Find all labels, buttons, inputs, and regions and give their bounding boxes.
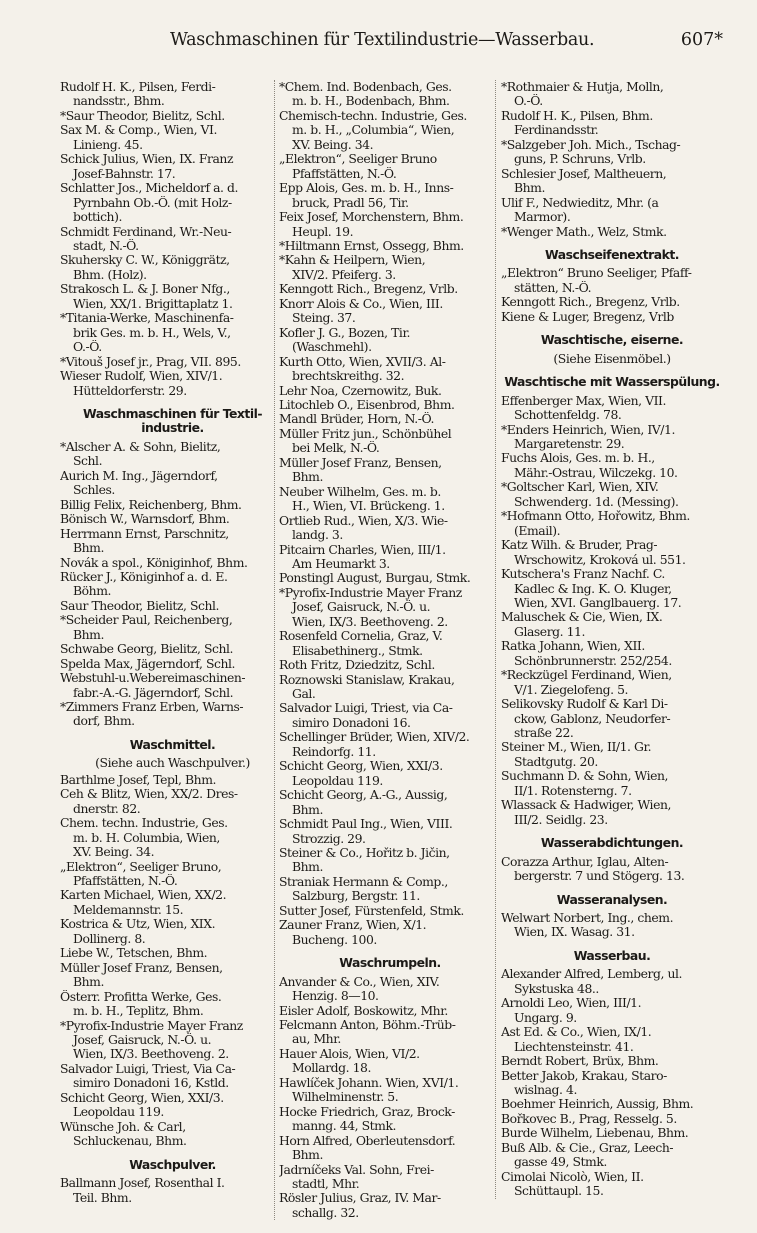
directory-entry: Ulif F., Nedwieditz, Mhr. (a [501,195,659,210]
entry-continuation-line: Schl. [73,454,103,469]
directory-entry: *Chem. Ind. Bodenbach, Ges. [279,80,452,94]
directory-entry: Wlassack & Hadwiger, Wien, [501,798,671,813]
directory-entry: Rösler Julius, Graz, IV. Mar- [279,1191,441,1206]
directory-entry: Schicht Georg, A.-G., Aussig, [279,788,448,803]
entry-continuation-line: Josef, Gaisruck, N.-Ö. u. [292,600,431,615]
directory-entry: Kenngott Rich., Bregenz, Vrlb. [501,295,680,310]
directory-entry: Schmidt Paul Ing., Wien, VIII. [279,817,453,832]
directory-entry: Horn Alfred, Oberleutensdorf. [279,1133,456,1148]
entry-continuation-line: Wien, IX. Wasag. 31. [514,925,635,940]
page-header [60,30,727,54]
section-heading: Wasseranalysen. [556,891,668,907]
directory-entry: Schwabe Georg, Bielitz, Schl. [60,642,233,657]
directory-entry: Effenberger Max, Wien, VII. [501,393,666,408]
directory-entry: Jadrníčeks Val. Sohn, Frei- [279,1162,434,1177]
directory-entry: Müller Josef Franz, Bensen, [60,960,223,975]
directory-entry: Strakosch L. & J. Boner Nfg., [60,282,230,297]
directory-entry: Berndt Robert, Brüx, Bhm. [501,1054,659,1069]
directory-entry: Steiner M., Wien, II/1. Gr. [501,740,652,755]
entry-list [279,975,501,1221]
entry-continuation-line: XIV/2. Pfeiferg. 3. [292,267,396,282]
entry-continuation-line: dnerstr. 82. [73,801,141,816]
directory-entry: Feix Josef, Morchenstern, Bhm. [279,210,464,225]
directory-entry: Barthlme Josef, Tepl, Bhm. [60,772,216,787]
directory-entry: Corazza Arthur, Iglau, Alten- [501,854,669,869]
entry-continuation-line: Liechtensteinstr. 41. [514,1039,634,1054]
entry-continuation-line: Wilhelminenstr. 5. [292,1090,399,1105]
directory-entry: Ortlieb Rud., Wien, X/3. Wie- [279,513,448,528]
entry-continuation-line: Marmor). [514,210,571,225]
entry-continuation-line: Bhm. [292,802,323,817]
directory-entry: Steiner & Co., Hořitz b. Jičin, [279,846,450,861]
entry-continuation-line: III/2. Seidlg. 23. [514,812,608,827]
entry-continuation-line: nandsstr., Bhm. [73,94,165,109]
entry-continuation-line: brik Ges. m. b. H., Wels, V., [73,325,231,340]
directory-entry: Welwart Norbert, Ing., chem. [501,911,674,926]
entry-continuation-line: Schüttaupl. 15. [514,1184,604,1199]
directory-entry: Kofler J. G., Bozen, Tir. [279,325,411,340]
directory-entry: Alexander Alfred, Lemberg, ul. [501,967,682,982]
directory-entry: Schellinger Brüder, Wien, XIV/2. [279,730,470,745]
directory-entry: Eisler Adolf, Boskowitz, Mhr. [279,1003,448,1018]
entry-continuation-line: straße 22. [514,726,574,741]
entry-continuation-line: II/1. Rotensterng. 7. [514,783,632,798]
directory-entry: Buß Alb. & Cie., Graz, Leech- [501,1140,674,1155]
directory-entry: *Enders Heinrich, Wien, IV/1. [501,422,675,437]
entry-continuation-line: Bhm. (Holz). [73,267,147,282]
entry-continuation-line: fabr.-A.-G. Jägerndorf, Schl. [73,685,234,700]
entry-continuation-line: Wien, XVI. Ganglbauerg. 17. [514,595,682,610]
section-heading: Waschtische mit Wasserspülung. [504,374,720,390]
directory-entry: Hocke Friedrich, Graz, Brock- [279,1104,455,1119]
directory-entry: Rosenfeld Cornelia, Graz, V. [279,629,443,644]
directory-entry: *Scheider Paul, Reichenberg, [60,613,233,628]
directory-entry: Fuchs Alois, Ges. m. b. H., [501,451,655,466]
entry-continuation-line: Wien, IX/3. Beethoveng. 2. [73,1047,229,1062]
entry-list [60,773,285,1149]
directory-entry: Anvander & Co., Wien, XIV. [279,974,440,989]
directory-entry: Schlesier Josef, Maltheuern, [501,166,667,181]
entry-continuation-line: simiro Donadoni 16. [292,715,411,730]
entry-continuation-line: Strozzig. 29. [292,831,366,846]
directory-entry: Schick Julius, Wien, IX. Franz [60,152,234,167]
directory-entry: „Elektron“, Seeliger Bruno [279,152,437,167]
entry-continuation-line: O.-Ö. [514,94,543,109]
entry-continuation-line: wislnag. 4. [514,1083,577,1097]
entry-continuation-line: stätten, N.-Ö. [514,280,592,295]
entry-continuation-line: Bhm. [292,470,323,485]
entry-continuation-line: Teil. Bhm. [73,1190,132,1205]
entry-continuation-line: Josef, Gaisruck, N.-Ö. u. [73,1033,212,1047]
directory-entry: Burde Wilhelm, Liebenau, Bhm. [501,1126,689,1141]
directory-entry: *Salzgeber Joh. Mich., Tschag- [501,137,681,152]
entry-continuation-line: Wien, IX/3. Beethoveng. 2. [292,614,448,629]
column-left [60,80,285,1205]
directory-entry: *Hiltmann Ernst, Ossegg, Bhm. [279,238,464,253]
directory-entry: Sutter Josef, Fürstenfeld, Stmk. [279,903,464,918]
directory-entry: Roznowski Stanislaw, Krakau, [279,672,455,687]
directory-entry: Neuber Wilhelm, Ges. m. b. [279,484,441,499]
entry-continuation-line: Bhm. [514,181,545,196]
entry-continuation-line: Margaretenstr. 29. [514,436,625,451]
directory-entry: Müller Josef Franz, Bensen, [279,455,442,470]
entry-continuation-line: H., Wien, VI. Brückeng. 1. [292,499,445,514]
entry-list [60,80,285,398]
directory-entry: Boehmer Heinrich, Aussig, Bhm. [501,1097,694,1112]
directory-entry: Better Jakob, Krakau, Staro- [501,1068,667,1083]
directory-entry: *Wenger Math., Welz, Stmk. [501,224,667,239]
directory-entry: Selikovsky Rudolf & Karl Di- [501,697,668,712]
entry-continuation-line: Mähr.-Ostrau, Wilczekg. 10. [514,465,678,480]
directory-entry: Kiene & Luger, Bregenz, Vrlb [501,309,674,324]
entry-continuation-line: manng. 44, Stmk. [292,1119,397,1134]
directory-entry: Hauer Alois, Wien, VI/2. [279,1046,420,1061]
entry-continuation-line: landg. 3. [292,528,343,543]
entry-continuation-line: Bhm. [73,541,104,556]
entry-continuation-line: Henzig. 8—10. [292,989,379,1004]
entry-continuation-line: Ferdinandsstr. [514,123,599,138]
directory-entry: Aurich M. Ing., Jägerndorf, [60,468,218,483]
directory-entry: Ballmann Josef, Rosenthal I. [60,1176,225,1191]
directory-entry: Litochleb O., Eisenbrod, Bhm. [279,397,455,412]
entry-continuation-line: Pfaffstätten, N.-Ö. [292,166,397,181]
directory-entry: Kenngott Rich., Bregenz, Vrlb. [279,282,458,297]
entry-continuation-line: bottich). [73,210,122,225]
section-heading: Waschpulver. [129,1156,216,1172]
entry-continuation-line: brechtskreithg. 32. [292,369,405,384]
directory-entry: *Goltscher Karl, Wien, XIV. [501,480,659,495]
entry-continuation-line: Leopoldau 119. [73,1105,164,1120]
entry-continuation-line: bergerstr. 7 und Stögerg. 13. [514,869,685,884]
directory-entry: Kutschera's Franz Nachf. C. [501,567,665,582]
entry-continuation-line: Glaserg. 11. [514,624,585,639]
directory-entry: Schicht Georg, Wien, XXI/3. [60,1090,224,1105]
entry-continuation-line: m. b. H., Teplitz, Bhm. [73,1004,204,1019]
directory-entry: Herrmann Ernst, Parschnitz, [60,526,229,541]
directory-entry: Sax M. & Comp., Wien, VI. [60,123,217,138]
cross-reference-note: (Siehe Eisenmöbel.) [553,350,671,366]
entry-continuation-line: Bhm. [292,860,323,875]
entry-continuation-line: Heupl. 19. [292,224,354,239]
entry-continuation-line: m. b. H. Columbia, Wien, [73,830,220,845]
directory-entry: Ast Ed. & Co., Wien, IX/1. [501,1025,652,1040]
entry-continuation-line: dorf, Bhm. [73,714,135,729]
section-heading: Wasserabdichtungen. [540,835,684,851]
directory-entry: *Reckzügel Ferdinand, Wien, [501,668,672,683]
section-heading: Waschrumpeln. [339,955,441,971]
entry-continuation-line: Wien, XX/1. Brigittaplatz 1. [73,296,233,311]
entry-continuation-line: Wrschowitz, Kroková ul. 551. [514,552,686,567]
directory-entry: *Rothmaier & Hutja, Molln, [501,80,664,94]
directory-entry: Webstuhl-u.Webereimaschinen- [60,671,246,686]
directory-entry: Salvador Luigi, Triest, via Ca- [279,701,453,716]
running-title: Waschmaschinen für Textilindustrie—Wasserbau. [170,30,595,50]
directory-entry: Bořkovec B., Prag, Resselg. 5. [501,1111,677,1126]
entry-continuation-line: Bhm. [73,975,104,990]
entry-list [60,1176,285,1205]
column-right [495,80,723,1199]
entry-continuation-line: Schwenderg. 1d. (Messing). [514,494,679,509]
directory-entry: Ponstingl August, Burgau, Stmk. [279,571,471,586]
entry-continuation-line: V/1. Ziegelofeng. 5. [514,682,629,697]
section-heading: Waschmittel. [129,736,216,752]
directory-entry: *Hofmann Otto, Hořowitz, Bhm. [501,509,690,524]
directory-entry: *Vitouš Josef jr., Prag, VII. 895. [60,354,241,369]
entry-continuation-line: Ungarg. 9. [514,1010,577,1025]
entry-continuation-line: XV. Being. 34. [73,845,155,860]
entry-continuation-line: bruck, Pradl 56, Tir. [292,195,409,210]
entry-continuation-line: Stadtgutg. 20. [514,754,598,769]
directory-entry: *Saur Theodor, Bielitz, Schl. [60,108,225,123]
entry-continuation-line: stadt, N.-Ö. [73,238,139,253]
entry-list [501,80,723,239]
directory-entry: Cimolai Nicolò, Wien, II. [501,1169,644,1184]
directory-entry: Schlatter Jos., Micheldorf a. d. [60,181,238,196]
directory-entry: Müller Fritz jun., Schönbühel [279,426,452,441]
entry-continuation-line: O.-Ö. [73,340,102,355]
entry-list [501,855,723,884]
directory-entry: Rücker J., Königinhof a. d. E. [60,569,228,584]
entry-continuation-line: m. b. H., „Columbia“, Wien, [292,123,455,138]
directory-entry: Katz Wilh. & Bruder, Prag- [501,538,658,553]
directory-entry: Kostrica & Utz, Wien, XIX. [60,917,216,932]
entry-continuation-line: Pfaffstätten, N.-Ö. [73,874,178,889]
entry-continuation-line: Meldemannstr. 15. [73,902,184,917]
directory-entry: *Titania-Werke, Maschinenfa- [60,311,234,326]
directory-entry: Felcmann Anton, Böhm.-Trüb- [279,1018,456,1032]
entry-continuation-line: gasse 49, Stmk. [514,1155,607,1170]
directory-entry: *Pyrofix-Industrie Mayer Franz [279,585,462,600]
section-heading: Waschmaschinen für Textil- industrie. [83,405,262,436]
cross-reference-note: (Siehe auch Waschpulver.) [95,755,250,771]
entry-continuation-line: Am Heumarkt 3. [292,556,390,571]
directory-entry: Novák a spol., Königinhof, Bhm. [60,555,248,570]
directory-entry: *Alscher A. & Sohn, Bielitz, [60,439,221,454]
entry-continuation-line: Schönbrunnerstr. 252/254. [514,653,672,668]
directory-entry: Roth Fritz, Dziedzitz, Schl. [279,658,435,673]
directory-entry: Maluschek & Cie, Wien, IX. [501,610,663,625]
directory-entry: Chem. techn. Industrie, Ges. [60,816,228,831]
column-middle [274,80,501,1220]
directory-entry: Wünsche Joh. & Carl, [60,1119,186,1134]
entry-continuation-line: Bucheng. 100. [292,932,377,947]
directory-entry: Ratka Johann, Wien, XII. [501,639,645,654]
entry-continuation-line: XV. Being. 34. [292,137,374,152]
page-number: 607* [680,30,723,50]
entry-continuation-line: Böhm. [73,584,111,599]
directory-entry: Skuhersky C. W., Königgrätz, [60,253,230,268]
directory-entry: Kurth Otto, Wien, XVII/3. Al- [279,354,446,369]
entry-continuation-line: m. b. H., Bodenbach, Bhm. [292,94,450,109]
directory-entry: Straniak Hermann & Comp., [279,874,448,889]
entry-continuation-line: ckow, Gablonz, Neudorfer- [514,711,671,726]
directory-entry: Rudolf H. K., Pilsen, Bhm. [501,108,653,123]
directory-entry: Suchmann D. & Sohn, Wien, [501,769,669,784]
entry-continuation-line: Josef-Bahnstr. 17. [73,166,176,181]
directory-entry: Mandl Brüder, Horn, N.-Ö. [279,412,434,427]
entry-continuation-line: Steing. 37. [292,311,356,326]
directory-entry: Karten Michael, Wien, XX/2. [60,888,227,903]
entry-continuation-line: Hütteldorferstr. 29. [73,383,187,398]
directory-entry: *Pyrofix-Industrie Mayer Franz [60,1018,243,1033]
section-heading: Waschtische, eiserne. [540,332,684,348]
directory-entry: Spelda Max, Jägerndorf, Schl. [60,656,236,671]
directory-entry: „Elektron“ Bruno Seeliger, Pfaff- [501,266,692,281]
directory-entry: „Elektron“, Seeliger Bruno, [60,859,222,874]
directory-entry: Epp Alois, Ges. m. b. H., Inns- [279,181,454,196]
entry-continuation-line: Kadlec & Ing. K. O. Kluger, [514,581,672,596]
directory-entry: Liebe W., Tetschen, Bhm. [60,946,208,961]
directory-entry: Wieser Rudolf, Wien, XIV/1. [60,369,223,384]
entry-list [279,80,501,947]
entry-continuation-line: Sykstuska 48.. [514,981,599,996]
entry-continuation-line: Leopoldau 119. [292,773,383,788]
directory-entry: *Zimmers Franz Erben, Warns- [60,700,244,715]
directory-entry: Arnoldi Leo, Wien, III/1. [501,996,642,1011]
entry-continuation-line: Pyrnbahn Ob.-Ö. (mit Holz- [73,195,232,210]
directory-entry: Salvador Luigi, Triest, Via Ca- [60,1061,236,1076]
entry-continuation-line: Dollinerg. 8. [73,931,146,946]
entry-continuation-line: au, Mhr. [292,1032,341,1047]
entry-continuation-line: bei Melk, N.-Ö. [292,441,380,456]
entry-continuation-line: Salzburg, Bergstr. 11. [292,889,420,904]
directory-entry: *Kahn & Heilpern, Wien, [279,253,426,268]
entry-continuation-line: (Email). [514,523,561,538]
entry-continuation-line: Bhm. [292,1148,323,1163]
directory-entry: Schicht Georg, Wien, XXI/3. [279,759,443,774]
entry-continuation-line: Bhm. [73,627,104,642]
directory-entry: Lehr Noa, Czernowitz, Buk. [279,383,442,398]
entry-continuation-line: Reindorfg. 11. [292,744,376,759]
directory-entry: Hawlíček Johann. Wien, XVI/1. [279,1075,459,1090]
directory-entry: Saur Theodor, Bielitz, Schl. [60,598,220,613]
entry-continuation-line: schallg. 32. [292,1205,359,1220]
entry-continuation-line: Gal. [292,687,316,702]
entry-list [60,440,285,729]
directory-entry: Zauner Franz, Wien, X/1. [279,918,427,933]
directory-entry: Österr. Profitta Werke, Ges. [60,989,222,1004]
entry-continuation-line: Linieng. 45. [73,137,143,152]
entry-list [501,967,723,1198]
entry-continuation-line: Schles. [73,483,115,498]
directory-entry: Pitcairn Charles, Wien, III/1. [279,542,446,557]
directory-entry: Billig Felix, Reichenberg, Bhm. [60,497,242,512]
entry-continuation-line: Schottenfeldg. 78. [514,408,622,423]
entry-continuation-line: Schluckenau, Bhm. [73,1134,187,1149]
section-heading: Waschseifenextrakt. [545,246,679,262]
directory-entry: Bönisch W., Warnsdorf, Bhm. [60,512,230,527]
directory-entry: Chemisch-techn. Industrie, Ges. [279,108,467,123]
entry-list [501,911,723,940]
entry-list [501,394,723,828]
section-heading: Wasserbau. [573,947,651,963]
entry-continuation-line: Mollardg. 18. [292,1061,371,1076]
directory-entry: Schmidt Ferdinand, Wr.-Neu- [60,224,232,239]
directory-entry: Knorr Alois & Co., Wien, III. [279,296,443,311]
entry-continuation-line: simiro Donadoni 16, Kstld. [73,1076,229,1091]
entry-list [501,266,723,324]
entry-continuation-line: Elisabethinerg., Stmk. [292,643,423,658]
entry-continuation-line: guns, P. Schruns, Vrlb. [514,152,646,167]
entry-continuation-line: stadtl, Mhr. [292,1176,360,1191]
directory-entry: Rudolf H. K., Pilsen, Ferdi- [60,80,216,94]
directory-entry: Ceh & Blitz, Wien, XX/2. Dres- [60,787,238,802]
entry-continuation-line: (Waschmehl). [292,340,372,355]
